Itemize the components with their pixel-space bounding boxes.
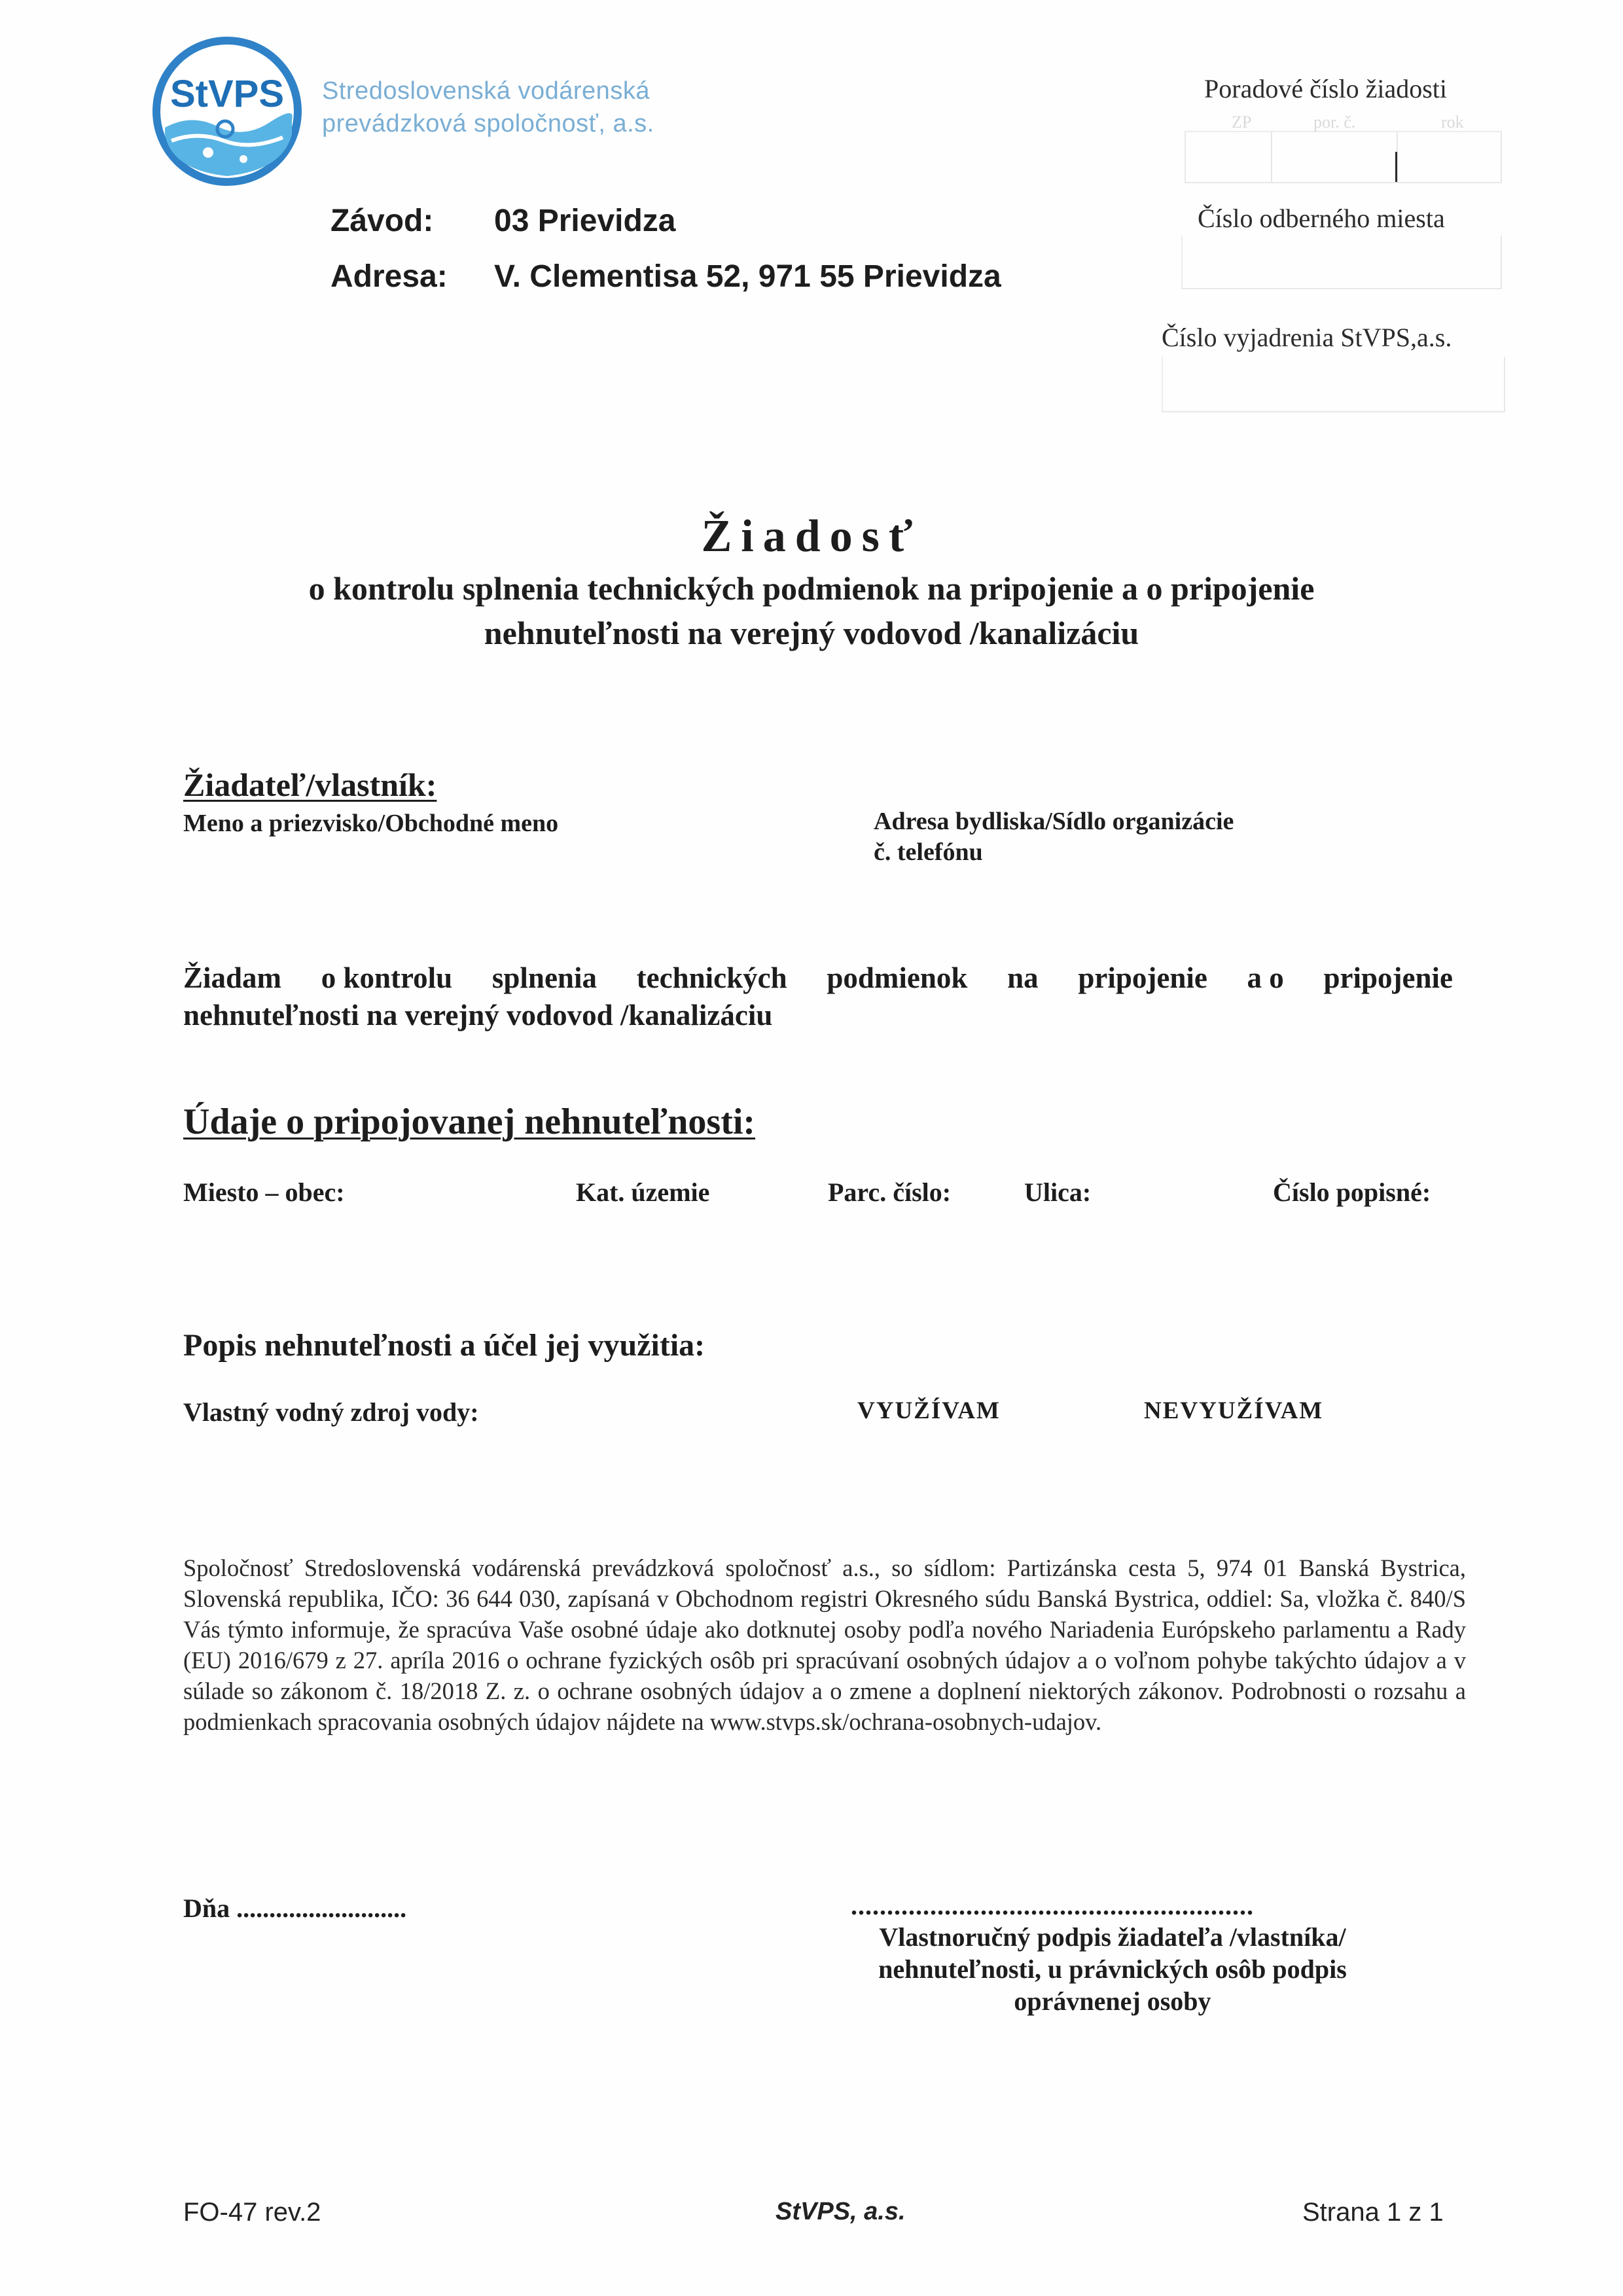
request-word: Žiadam [183, 961, 282, 994]
serial-number-label: Poradové číslo žiadosti [1204, 74, 1448, 103]
company-name-line1: Stredoslovenská vodárenská [322, 77, 650, 105]
field-house-number: Číslo popisné: [1273, 1177, 1431, 1207]
address-label: Adresa: [330, 259, 448, 294]
field-street: Ulica: [1024, 1177, 1092, 1207]
date-field[interactable]: Dňa .......................... [183, 1893, 407, 1923]
property-heading: Údaje o pripojovanej nehnuteľnosti: [183, 1102, 756, 1142]
gdpr-notice: Spoločnosť Stredoslovenská vodárenská prevádzková spoločnosť a.s., so sídlom: Partizánska cesta 5, 974 01 Banská Bystrica, Slovenská republika, IČO: 36 644 030, zapísaná v Obchodnom registri Okresného súdu Banská Bystrica, oddiel: Sa, vložka č. 840/S Vás týmto informuje, že spracúva Vaše osobné údaje ako dotknutej osoby podľa nového Nariadenia Európskeho parlamentu a Rady (EU) 2016/679 z 27. apríla 2016 o ochrane fyzických osôb pri spracúvaní osobných údajov a o voľnom pohybe takýchto údajov a v súlade so zákonom č. 18/2018 Z. z. o ochrane osobných údajov a o zmene a doplnení niektorých zákonov. Podrobnosti o rozsahu a podmienkach spracovania osobných údajov nájdete na www.stvps.sk/ochrana-osobnych-udajov. [183, 1554, 1466, 1735]
request-line2: nehnuteľnosti na verejný vodovod /kanalizáciu [183, 999, 773, 1031]
serial-hint-number: por. č. [1313, 113, 1356, 132]
request-line1 [183, 961, 1453, 995]
plant-label: Závod: [330, 204, 434, 238]
applicant-address-label: Adresa bydliska/Sídlo organizácie [874, 808, 1234, 835]
subtitle-line2: nehnuteľnosti na verejný vodovod /kanalizáciu [484, 615, 1139, 651]
footer-company: StVPS, a.s. [776, 2198, 906, 2225]
request-word: o kontrolu [321, 961, 453, 994]
statement-number-label: Číslo vyjadrenia StVPS,a.s. [1162, 323, 1452, 352]
serial-hint-year: rok [1441, 113, 1464, 132]
request-word: podmienok [827, 961, 968, 994]
form-code: FO-47 rev.2 [183, 2198, 321, 2227]
address-value: V. Clementisa 52, 971 55 Prievidza [494, 259, 1001, 294]
subtitle-line1: o kontrolu splnenia technických podmienok na pripojenie a o pripojenie [308, 570, 1315, 607]
signature-caption-line2: nehnuteľnosti, u právnických osôb podpis [878, 1954, 1347, 1984]
water-source-label: Vlastný vodný zdroj vody: [183, 1397, 479, 1427]
document-title: Žiadosť [701, 511, 922, 562]
serial-number-field[interactable] [1185, 113, 1502, 183]
request-word: na [1007, 961, 1039, 994]
plant-value: 03 Prievidza [494, 204, 676, 238]
statement-number-field[interactable] [1162, 357, 1505, 412]
request-word: a o [1247, 961, 1284, 994]
description-heading: Popis nehnuteľnosti a účel jej využitia: [183, 1328, 705, 1363]
option-not-use[interactable]: NEVYUŽÍVAM [1144, 1397, 1324, 1424]
serial-hint-zp: ZP [1232, 113, 1252, 132]
signature-caption-line1: Vlastnoručný podpis žiadateľa /vlastníka/ [879, 1922, 1346, 1952]
consumption-point-field[interactable] [1181, 236, 1502, 289]
applicant-name-label: Meno a priezvisko/Obchodné meno [183, 810, 559, 837]
page-number: Strana 1 z 1 [1302, 2198, 1444, 2227]
signature-line[interactable]: ........................................................ [851, 1891, 1254, 1920]
field-cadastral-area: Kat. územie [576, 1177, 710, 1207]
request-word: pripojenie [1323, 961, 1453, 994]
company-logo [152, 36, 302, 187]
field-municipality: Miesto – obec: [183, 1177, 345, 1207]
request-word: technických [636, 961, 787, 994]
logo-emblem-icon [152, 36, 302, 187]
signature-caption-line3: oprávnenej osoby [1014, 1986, 1211, 2016]
field-parcel-number: Parc. číslo: [828, 1177, 952, 1207]
applicant-heading: Žiadateľ/vlastník: [183, 766, 437, 803]
applicant-phone-label: č. telefónu [874, 838, 983, 866]
consumption-point-label: Číslo odberného miesta [1198, 204, 1445, 233]
company-name-line2: prevádzková spoločnosť, a.s. [322, 110, 654, 137]
request-word: splnenia [491, 961, 597, 994]
option-use[interactable]: VYUŽÍVAM [857, 1397, 1001, 1424]
request-word: pripojenie [1078, 961, 1207, 994]
logo-text: StVPS [169, 73, 285, 115]
